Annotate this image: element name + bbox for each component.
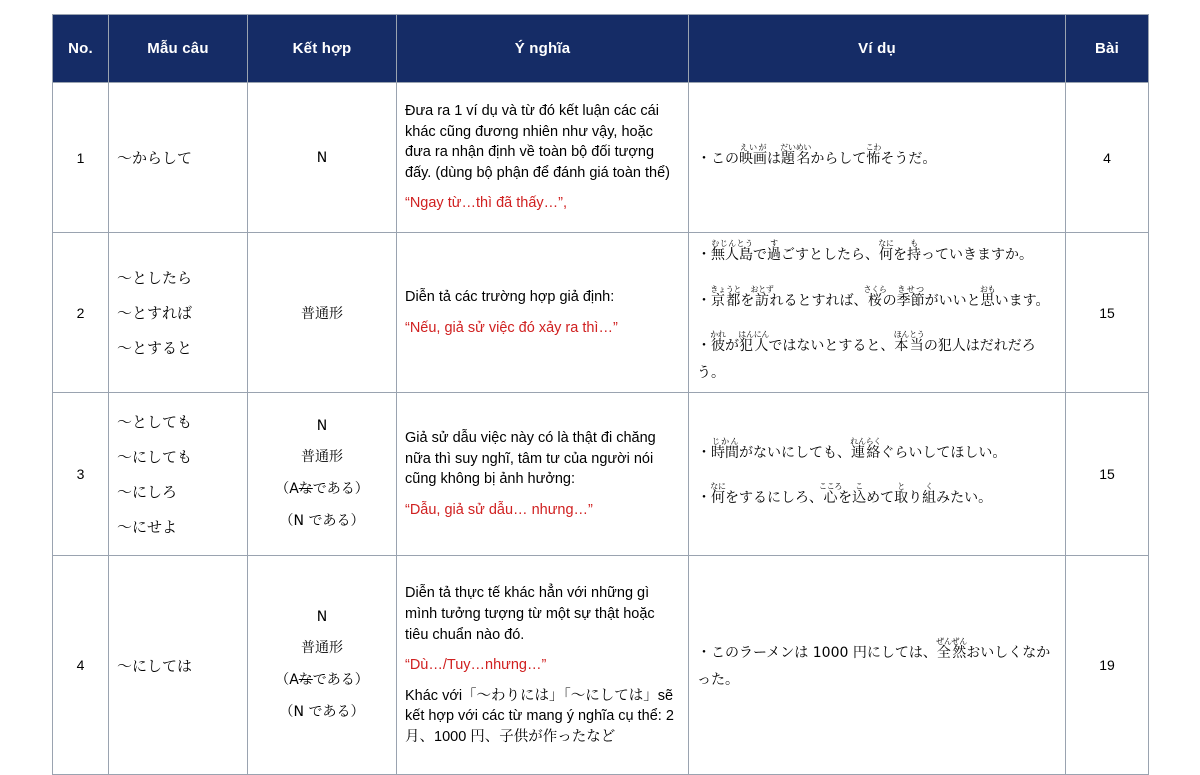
example-line: ・このラーメンは 1000 円にしては、全然ぜんぜんおいしくなかった。	[697, 637, 1051, 688]
furigana-ruby: 怖こわ	[865, 142, 882, 167]
row-number-cell: 4	[53, 556, 109, 775]
pattern-cell	[109, 556, 248, 775]
pattern-line: 〜にしても	[117, 448, 193, 467]
column-header-lesson: Bài	[1066, 15, 1149, 83]
furigana-ruby: 何なに	[710, 482, 726, 507]
combination-line: N	[316, 609, 328, 626]
column-header-pattern: Mẫu câu	[109, 15, 248, 83]
example-line: ・時間じかんがないにしても、連絡れんらくぐらいしてほしい。	[697, 436, 1007, 461]
furigana-ruby: 彼かれ	[710, 330, 726, 355]
furigana-ruby: 過す	[767, 239, 781, 263]
furigana-ruby: 取と	[894, 482, 909, 507]
table-row	[53, 83, 1149, 233]
pattern-line: 〜からして	[117, 149, 193, 167]
column-header-example: Ví dụ	[689, 15, 1066, 83]
furigana-ruby: 組く	[922, 482, 937, 507]
meaning-quote: “Nếu, giả sử việc đó xảy ra thì…”	[405, 319, 618, 336]
furigana-ruby: 映画えいが	[739, 142, 767, 167]
meaning-quote: “Dẫu, giả sử dẫu… nhưng…”	[405, 501, 593, 518]
combination-line: 普通形	[301, 640, 343, 657]
furigana-ruby: 込こ	[852, 482, 867, 507]
table-row	[53, 393, 1149, 556]
example-cell	[689, 556, 1066, 775]
pattern-cell	[109, 393, 248, 556]
table-body	[53, 83, 1149, 775]
furigana-ruby: 持も	[907, 239, 921, 263]
furigana-ruby: 訪おとず	[750, 284, 774, 309]
meaning-cell	[397, 393, 689, 556]
pattern-line: 〜とすると	[117, 339, 193, 358]
column-header-no: No.	[53, 15, 109, 83]
meaning-note: Khác với「〜わりには」「〜にしては」sẽ kết hợp với các từ mang ý nghĩa cụ thể: 2 月、1000 円、子供が作ったなど	[405, 687, 674, 745]
furigana-ruby: 無人島むじんとう	[711, 239, 753, 263]
furigana-ruby: 全然ぜんぜん	[936, 637, 967, 662]
furigana-ruby: 題名だいめい	[780, 142, 812, 167]
example-line: ・この映画えいがは題名だいめいからして怖こわそうだ。	[697, 142, 937, 167]
example-line: ・何なにをするにしろ、心こころを込こめて取とり組くみたい。	[697, 482, 993, 507]
table-row	[53, 233, 1149, 393]
pattern-cell	[109, 233, 248, 393]
grammar-patterns-table	[52, 14, 1149, 775]
pattern-line: 〜とすれば	[117, 304, 193, 323]
combination-line: N	[316, 149, 328, 166]
meaning-paragraph: Diễn tả các trường hợp giả định:	[405, 289, 615, 306]
table-row	[53, 556, 1149, 775]
combination-cell	[248, 233, 397, 393]
furigana-ruby: 時間じかん	[711, 436, 739, 461]
furigana-ruby: 心こころ	[819, 482, 843, 507]
pattern-line: 〜にしろ	[117, 483, 178, 502]
meaning-paragraph: Đưa ra 1 ví dụ và từ đó kết luận các cái khác cũng đương nhiên như vậy, hoặc đưa ra nhận định về toàn bộ đối tượng đấy. (dùng bộ phận để đánh giá toàn thể)	[405, 103, 670, 181]
furigana-ruby: 季節きせつ	[896, 284, 925, 309]
furigana-ruby: 犯人はんにん	[738, 330, 770, 355]
furigana-ruby: 桜さくら	[863, 284, 887, 309]
furigana-ruby: 連絡れんらく	[850, 436, 882, 461]
furigana-ruby: 何なに	[878, 239, 894, 263]
column-header-meaning: Ý nghĩa	[397, 15, 689, 83]
lesson-number-cell: 15	[1066, 233, 1149, 393]
combination-cell	[248, 393, 397, 556]
combination-line: 普通形	[301, 305, 343, 322]
example-cell	[689, 83, 1066, 233]
lesson-number-cell: 15	[1066, 393, 1149, 556]
pattern-line: 〜としても	[117, 413, 193, 432]
furigana-ruby: 本当ほんとう	[893, 330, 925, 355]
example-line: ・彼かれが犯人はんにんではないとすると、本当ほんとうの犯人はだれだろう。	[697, 330, 1036, 381]
meaning-paragraph: Diễn tả thực tế khác hẳn với những gì mình tưởng tượng từ một sự thật hoặc tiêu chuẩn nào đó.	[405, 585, 655, 643]
combination-line: 普通形	[301, 449, 343, 466]
pattern-line: 〜にせよ	[117, 518, 178, 537]
table-header-row	[53, 15, 1149, 83]
combination-line: （Aなである）	[275, 672, 369, 689]
lesson-number-cell: 19	[1066, 556, 1149, 775]
combination-line: N	[316, 418, 328, 435]
combination-line: （N である）	[279, 513, 365, 530]
example-cell	[689, 233, 1066, 393]
meaning-quote: “Ngay từ…thì đã thấy…”,	[405, 195, 568, 212]
combination-cell	[248, 83, 397, 233]
example-line: ・無人島むじんとうで過すごすとしたら、何なにを持もっていきますか。	[697, 239, 1033, 263]
meaning-quote: “Dù…/Tuy…nhưng…”	[405, 657, 547, 674]
combination-line: （N である）	[279, 704, 365, 721]
combination-line: （Aなである）	[275, 481, 369, 498]
row-number-cell: 2	[53, 233, 109, 393]
pattern-line: 〜としたら	[117, 269, 193, 288]
table-header	[53, 15, 1149, 83]
row-number-cell: 3	[53, 393, 109, 556]
meaning-cell	[397, 233, 689, 393]
furigana-ruby: 思おも	[979, 284, 996, 309]
meaning-cell	[397, 556, 689, 775]
lesson-number-cell: 4	[1066, 83, 1149, 233]
example-cell	[689, 393, 1066, 556]
example-line: ・京都きょうとを訪おとずれるとすれば、桜さくらの季節きせつがいいと思おもいます。	[697, 284, 1050, 309]
row-number-cell: 1	[53, 83, 109, 233]
meaning-cell	[397, 83, 689, 233]
column-header-combine: Kết hợp	[248, 15, 397, 83]
pattern-line: 〜にしては	[117, 656, 193, 675]
meaning-paragraph: Giả sử dẫu việc này có là thật đi chăng nữa thì suy nghĩ, tâm tư của người nói cũng không bị ảnh hưởng:	[405, 430, 656, 488]
combination-cell	[248, 556, 397, 775]
furigana-ruby: 京都きょうと	[710, 284, 742, 309]
pattern-cell	[109, 83, 248, 233]
